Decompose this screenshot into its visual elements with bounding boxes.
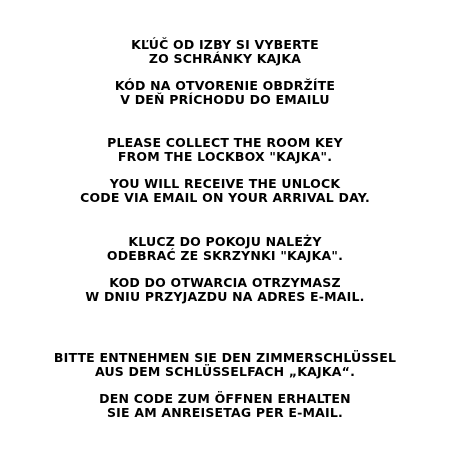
german-line-1: BITTE ENTNEHMEN SIE DEN ZIMMERSCHLÜSSEL	[53, 350, 397, 365]
polish-line-1: KLUCZ DO POKOJU NALEŻY	[128, 234, 322, 249]
slovak-line-2: ZO SCHRÁNKY KAJKA	[148, 51, 302, 66]
polish-line-4: W DNIU PRZYJAZDU NA ADRES E-MAIL.	[85, 289, 365, 304]
polish-line-3: KOD DO OTWARCIA OTRZYMASZ	[109, 275, 341, 290]
polish-line-2: ODEBRAĆ ZE SKRZYNKI "KAJKA".	[106, 248, 344, 263]
english-line-1: PLEASE COLLECT THE ROOM KEY	[107, 135, 343, 150]
slovak-line-3: KÓD NA OTVORENIE OBDRŽÍTE	[114, 78, 336, 93]
slovak-line-4: V DEŇ PRÍCHODU DO EMAILU	[120, 92, 330, 107]
slovak-line-1: KĽÚČ OD IZBY SI VYBERTE	[131, 37, 319, 52]
german-line-4: SIE AM ANREISETAG PER E-MAIL.	[106, 405, 344, 420]
german-line-2: AUS DEM SCHLÜSSELFACH „KAJKA“.	[94, 364, 356, 379]
german-line-3: DEN CODE ZUM ÖFFNEN ERHALTEN	[99, 391, 351, 406]
english-line-4: CODE VIA EMAIL ON YOUR ARRIVAL DAY.	[80, 190, 370, 205]
english-line-3: YOU WILL RECEIVE THE UNLOCK	[109, 176, 341, 191]
english-line-2: FROM THE LOCKBOX "KAJKA".	[117, 149, 333, 164]
